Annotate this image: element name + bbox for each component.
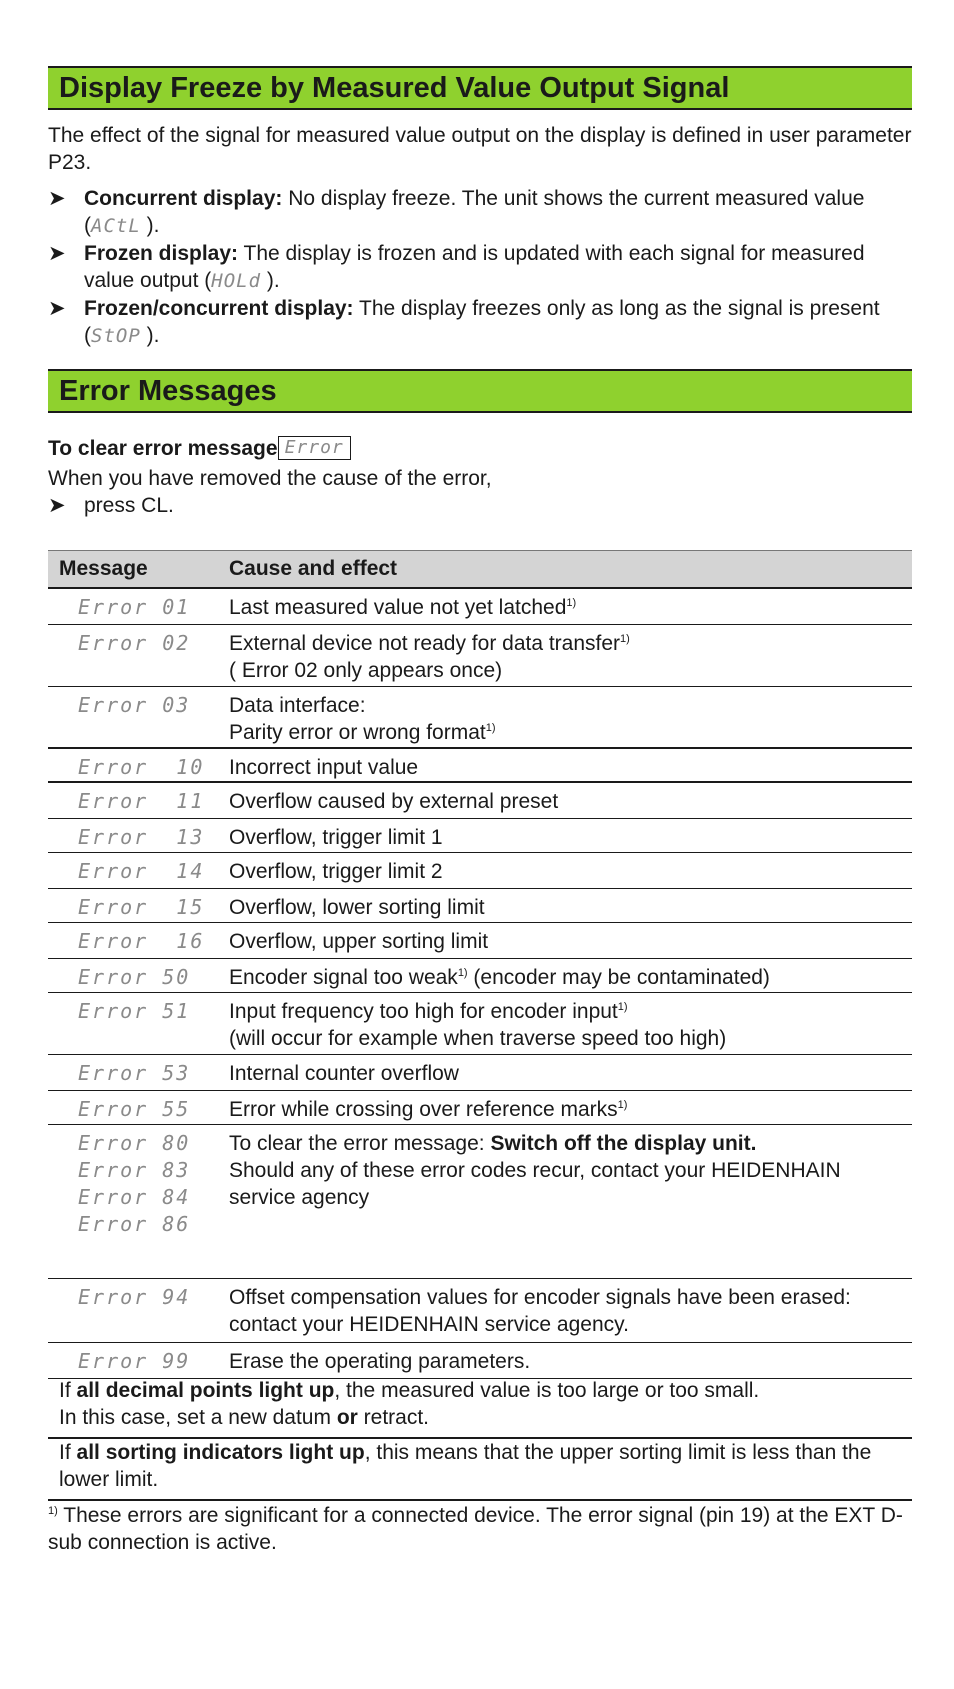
cause-cell xyxy=(229,625,912,686)
bullet-end: ). xyxy=(140,214,160,237)
error-code-cell xyxy=(48,889,229,922)
cause-line xyxy=(229,1025,912,1052)
bullet-text: The display is frozen and is updated with each signal for measured value output ( xyxy=(84,242,865,292)
note-text: If xyxy=(59,1441,77,1464)
error-code-cell xyxy=(48,1279,229,1342)
removed-cause-text: When you have removed the cause of the error, xyxy=(48,467,492,490)
cause-line xyxy=(229,928,912,955)
table-row xyxy=(48,687,912,749)
cause-cell xyxy=(229,1125,912,1278)
bullet-label: Frozen/concurrent display: xyxy=(84,297,354,320)
lcd-error-code: Error 94 xyxy=(78,1285,191,1309)
table-row xyxy=(48,993,912,1055)
cause-text: Internal counter overflow xyxy=(229,1062,459,1085)
note-bold: all sorting indicators light up xyxy=(76,1441,365,1464)
cause-text: (will occur for example when traverse speed too high) xyxy=(229,1027,727,1050)
error-code-cell xyxy=(48,853,229,888)
error-code-cell xyxy=(48,1055,229,1090)
cause-line xyxy=(229,894,912,921)
cause-line xyxy=(229,1130,912,1157)
cause-cell xyxy=(229,889,912,922)
cause-text: Overflow, upper sorting limit xyxy=(229,930,489,953)
cause-line xyxy=(229,998,912,1025)
lcd-error-code: Error 84 xyxy=(78,1185,191,1209)
section-title-text: Error Messages xyxy=(59,375,277,407)
cause-line xyxy=(229,824,912,851)
cause-text: Erase the operating parameters. xyxy=(229,1350,531,1373)
cause-cell xyxy=(229,923,912,958)
lcd-error-code: Error 13 xyxy=(78,825,205,849)
lcd-error-code: Error 53 xyxy=(78,1061,191,1085)
intro-paragraph: The effect of the signal for measured value output on the display is defined in user parameter P23. xyxy=(48,124,912,174)
cause-text: Input frequency too high for encoder input xyxy=(229,1000,618,1023)
error-code-cell xyxy=(48,819,229,852)
display-mode-list xyxy=(48,185,912,350)
lcd-error-code: Error 86 xyxy=(78,1212,191,1236)
cause-text: ( Error 02 only appears once) xyxy=(229,659,503,682)
cause-text: Offset compensation values for encoder signals have been erased: contact your HEIDENHAIN service agency. xyxy=(229,1286,851,1336)
table-row xyxy=(48,1055,912,1091)
lcd-code: ACtL xyxy=(91,215,141,237)
cause-cell xyxy=(229,993,912,1054)
error-code-cell xyxy=(48,687,229,747)
lcd-code: StOP xyxy=(91,325,141,347)
lcd-error-code: Error 50 xyxy=(78,965,191,989)
lcd-error-code: Error 16 xyxy=(78,929,205,953)
table-row xyxy=(48,889,912,923)
list-item xyxy=(48,240,912,295)
note-text: , the measured value is too large or too small. xyxy=(334,1379,760,1402)
cause-text: External device not ready for data transfer xyxy=(229,632,621,655)
clear-step-list xyxy=(48,492,912,519)
clear-error-heading xyxy=(48,435,912,462)
list-item xyxy=(48,185,912,240)
bullet-text: The display freezes only as long as the signal is present ( xyxy=(84,297,880,347)
cause-text: Overflow caused by external preset xyxy=(229,790,559,813)
lcd-error-code: Error 14 xyxy=(78,859,205,883)
bullet-end: ). xyxy=(261,269,280,292)
section-title-text: Display Freeze by Measured Value Output Signal xyxy=(59,72,730,104)
table-body xyxy=(48,589,912,1379)
error-code-cell xyxy=(48,1091,229,1124)
cause-cell xyxy=(229,819,912,852)
cause-line xyxy=(229,754,912,781)
table-row xyxy=(48,749,912,783)
footnote-ref: 1) xyxy=(485,722,496,734)
cause-text: Last measured value not yet latched xyxy=(229,596,567,619)
error-code-cell xyxy=(48,993,229,1054)
cause-cell xyxy=(229,687,912,747)
cause-line xyxy=(229,1060,912,1087)
cause-cell xyxy=(229,1055,912,1090)
section-title-error-messages xyxy=(48,369,912,413)
bullet-text: No display freeze. The unit shows the current measured value ( xyxy=(84,187,865,237)
cause-line xyxy=(229,858,912,885)
cause-line: Should any of these error codes recur, contact your HEIDENHAIN service agency xyxy=(229,1159,841,1209)
table-row xyxy=(48,783,912,819)
lcd-error-code: Error 03 xyxy=(78,693,191,717)
lcd-error-code: Error 55 xyxy=(78,1097,191,1121)
cause-text: Incorrect input value xyxy=(229,756,419,779)
table-header xyxy=(48,550,912,589)
note-text: , this means that the upper sorting limit is less than the lower limit. xyxy=(59,1441,872,1491)
footnote-ref: 1) xyxy=(457,967,468,979)
table-row xyxy=(48,589,912,625)
cause-text: To clear the error message: xyxy=(229,1132,491,1155)
bullet-end: ). xyxy=(140,324,160,347)
cause-cell xyxy=(229,783,912,818)
cause-cell xyxy=(229,1279,912,1342)
section-title-display-freeze xyxy=(48,66,912,110)
footnote xyxy=(48,1502,912,1556)
lcd-error-code: Error 51 xyxy=(78,999,191,1023)
note-text: retract. xyxy=(357,1406,429,1429)
cause-cell xyxy=(229,853,912,888)
sorting-indicators-note xyxy=(48,1434,912,1501)
lcd-code: HOLd xyxy=(211,270,262,292)
note-text: In this case, set a new datum xyxy=(59,1406,337,1429)
lcd-error-code: Error 83 xyxy=(78,1158,191,1182)
cause-line xyxy=(229,1348,912,1375)
cause-line xyxy=(229,719,912,746)
footnote-ref: 1) xyxy=(617,1001,628,1013)
error-code-cell xyxy=(48,589,229,624)
lcd-error-code: Error 15 xyxy=(78,895,205,919)
header-message: Message xyxy=(59,557,148,580)
cause-line xyxy=(229,788,912,815)
lcd-error-code: Error 02 xyxy=(78,631,191,655)
cause-line xyxy=(229,657,912,684)
lcd-error-code: Error 10 xyxy=(78,755,205,779)
cause-cell xyxy=(229,749,912,781)
cause-line xyxy=(229,964,912,991)
table-row xyxy=(48,625,912,687)
cause-text: Parity error or wrong format xyxy=(229,721,486,744)
cause-bold: Switch off the display unit. xyxy=(490,1132,757,1155)
cause-line xyxy=(229,594,912,621)
bullet-label: Concurrent display: xyxy=(84,187,283,210)
note-bold: all decimal points light up xyxy=(76,1379,335,1402)
cause-text: Overflow, trigger limit 2 xyxy=(229,860,443,883)
step-text: press CL. xyxy=(84,494,174,517)
cause-text: Overflow, lower sorting limit xyxy=(229,896,485,919)
cause-text: (encoder may be contaminated) xyxy=(467,966,770,989)
lcd-error-code: Error 11 xyxy=(78,789,205,813)
table-row xyxy=(48,1091,912,1125)
bullet-label: Frozen display: xyxy=(84,242,239,265)
error-code-cell xyxy=(48,783,229,818)
error-code-cell xyxy=(48,625,229,686)
footnote-ref: 1) xyxy=(620,633,630,645)
cause-line xyxy=(229,692,912,719)
cause-line xyxy=(229,1284,912,1338)
cause-cell xyxy=(229,589,912,624)
footnote-text: These errors are significant for a connected device. The error signal (pin 19) at the EXT D-sub connection is active. xyxy=(48,1504,903,1554)
table-row xyxy=(48,1125,912,1279)
footnote-ref: 1) xyxy=(617,1099,628,1111)
table-row xyxy=(48,1279,912,1343)
error-code-cell xyxy=(48,749,229,781)
cause-line xyxy=(229,630,912,657)
decimal-points-note xyxy=(48,1372,912,1439)
error-code-cell xyxy=(48,1125,229,1278)
error-code-cell xyxy=(48,923,229,958)
table-row xyxy=(48,923,912,959)
list-item xyxy=(48,492,912,519)
footnote-mark: 1) xyxy=(48,1505,58,1517)
cause-text: Encoder signal too weak xyxy=(229,966,458,989)
arrow-icon: ➤ xyxy=(48,241,66,265)
header-cause: Cause and effect xyxy=(229,557,398,580)
error-table xyxy=(48,550,912,1379)
arrow-icon: ➤ xyxy=(48,493,66,517)
cause-cell xyxy=(229,959,912,992)
clear-error-label: To clear error message xyxy=(48,437,278,460)
lcd-error-code: Error 99 xyxy=(78,1349,191,1373)
footnote-ref: 1) xyxy=(566,597,577,609)
note-text: If xyxy=(59,1379,77,1402)
arrow-icon: ➤ xyxy=(48,186,66,210)
note-bold: or xyxy=(336,1406,358,1429)
list-item xyxy=(48,295,912,350)
cause-text: Data interface: xyxy=(229,694,366,717)
lcd-error-code: Error 01 xyxy=(78,595,191,619)
lcd-error-code: Error 80 xyxy=(78,1131,191,1155)
lcd-error-box: Error xyxy=(278,436,351,460)
cause-line xyxy=(229,1096,912,1123)
table-row xyxy=(48,819,912,853)
table-row xyxy=(48,853,912,889)
cause-cell xyxy=(229,1091,912,1124)
cause-text: Overflow, trigger limit 1 xyxy=(229,826,443,849)
table-row xyxy=(48,959,912,993)
error-code-cell xyxy=(48,959,229,992)
cause-text: Error while crossing over reference marks xyxy=(229,1098,618,1121)
arrow-icon: ➤ xyxy=(48,296,66,320)
